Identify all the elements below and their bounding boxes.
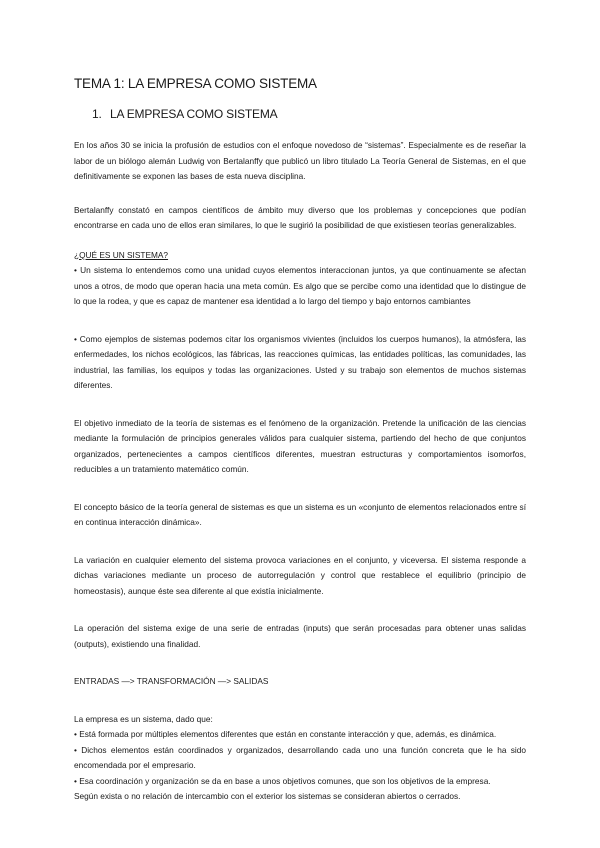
paragraph-intro: En los años 30 se inicia la profusión de estudios con el enfoque novedoso de “sistemas”. Especialmente es de reseñar la labor de un biólogo alemán Ludwig von Bertalanffy que publicó un libro titulado La Teoría General de Sistemas, en el que definitivamente se exponen las bases de esta nueva disciplina. — [74, 140, 526, 181]
empresa-bullet-1: • Está formada por múltiples elementos diferentes que están en constante interacción y que, además, es dinámica. — [74, 729, 497, 739]
document-body — [74, 138, 526, 805]
document-title: TEMA 1: LA EMPRESA COMO SISTEMA — [74, 76, 317, 91]
paragraph-bertalanffy: Bertalanffy constató en campos científicos de ámbito muy diverso que los problemas y concepciones que podían encontrarse en cada uno de ellos eran similares, lo que le sugirió la posibilidad de que existiesen teorías generalizables. — [74, 204, 526, 230]
section-number: 1. — [92, 107, 102, 121]
subheading-que-es: ¿QUÉ ES UN SISTEMA? — [74, 249, 169, 260]
empresa-intro: La empresa es un sistema, dado que: — [74, 713, 213, 724]
paragraph-variacion: La variación en cualquier elemento del sistema provoca variaciones en el conjunto, y viceversa. El sistema responde a dichas variaciones mediante un proceso de autorregulación y control que restablece el equilibrio (principio de homeostasis), aunque éste sea diferente al que existía inicialmente. — [74, 554, 526, 596]
flow-line: ENTRADAS —> TRANSFORMACIÓN —> SALIDAS — [74, 676, 269, 686]
paragraph-concepto: El concepto básico de la teoría general de sistemas es que un sistema es un «conjunto de elementos relacionados entre sí en continua interacción dinámica». — [74, 501, 526, 527]
section-heading — [92, 107, 277, 121]
empresa-closing: Según exista o no relación de intercambio con el exterior los sistemas se consideran abiertos o cerrados. — [74, 791, 461, 801]
bullet-ejemplos: • Como ejemplos de sistemas podemos citar los organismos vivientes (incluidos los cuerpos humanos), la atmósfera, las enfermedades, los nichos ecológicos, las fábricas, las reacciones químicas, las entidades políticas, las comunidades, las industrial, las familias, los equipos y todas las organizaciones. Usted y su trabajo son elementos de muchos sistemas diferentes. — [74, 333, 526, 390]
empresa-bullet-3: • Esa coordinación y organización se da en base a unos objetivos comunes, que son los objetivos de la empresa. — [74, 775, 491, 786]
section-title: LA EMPRESA COMO SISTEMA — [110, 107, 278, 121]
paragraph-objetivo: El objetivo inmediato de la teoría de sistemas es el fenómeno de la organización. Pretende la unificación de las ciencias mediante la formulación de principios generales válidos para cualquier sistema, partiendo del hecho de que conjuntos organizados, pertenecientes a campos científicos diferentes, muestran estructuras y comportamientos isomorfos, reducibles a un tratamiento matemático común. — [74, 417, 526, 474]
paragraph-operacion: La operación del sistema exige de una serie de entradas (inputs) que serán procesadas para obtener unas salidas (outputs), existiendo una finalidad. — [74, 623, 526, 649]
empresa-bullet-2: • Dichos elementos están coordinados y organizados, desarrollando cada uno una función concreta que le ha sido encomendada por el empresario. — [74, 744, 526, 770]
bullet-definicion: • Un sistema lo entendemos como una unidad cuyos elementos interaccionan juntos, ya que continuamente se afectan unos a otros, de modo que operan hacia una meta común. Es algo que se percibe como una identidad que lo distingue de lo que la rodea, y que es capaz de mantener esa identidad a lo largo del tiempo y bajo entornos cambiantes — [74, 265, 526, 306]
